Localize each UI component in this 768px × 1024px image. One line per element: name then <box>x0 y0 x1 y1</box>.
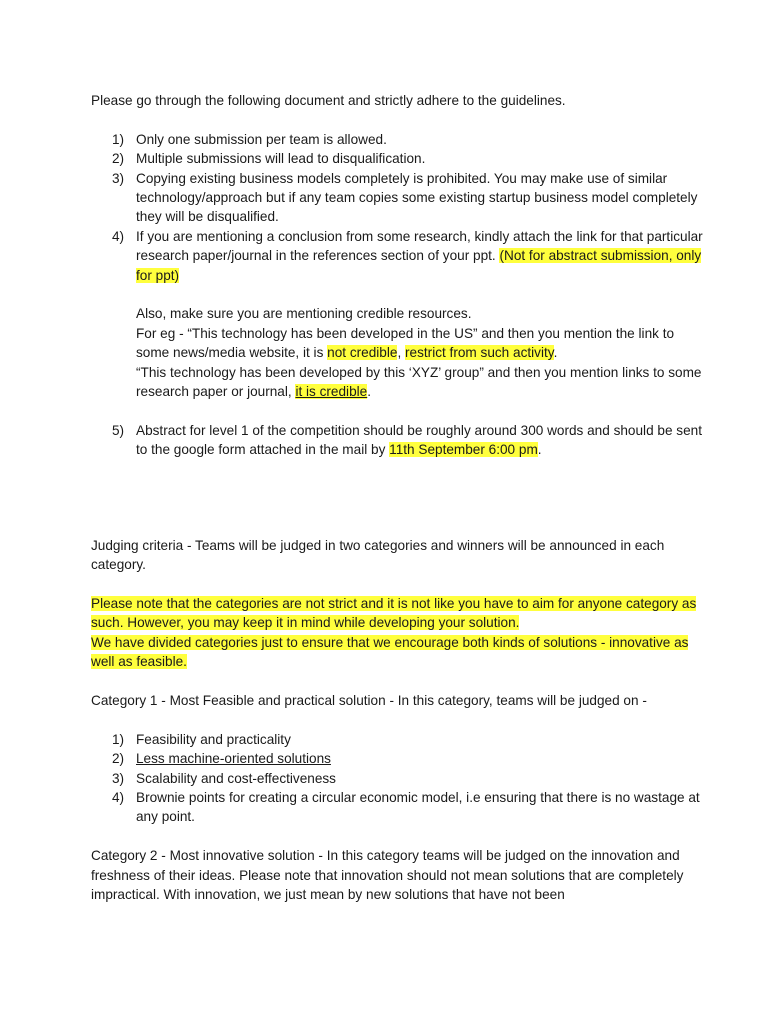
intro-paragraph: Please go through the following document and strictly adhere to the guidelines. <box>91 93 566 108</box>
note-paragraph-2 <box>91 633 708 672</box>
list-item-text: Brownie points for creating a circular economic model, i.e ensuring that there is no wastage at any point. <box>136 789 700 825</box>
guidelines-list <box>91 130 708 285</box>
credible-example-1 <box>136 324 708 363</box>
credible-intro: Also, make sure you are mentioning credible resources. <box>136 306 472 322</box>
list-item <box>91 130 708 149</box>
comma: , <box>397 345 405 361</box>
list-item <box>91 788 708 827</box>
list-item <box>91 149 708 168</box>
note-highlight-1: Please note that the categories are not strict and it is not like you have to aim for anyone category as such. However, you may keep it in mind while developing your solution. <box>91 595 697 631</box>
credible-sources-block <box>91 304 708 401</box>
list-number: 2) <box>112 751 125 767</box>
list-item <box>91 421 708 460</box>
list-number: 4) <box>112 228 125 244</box>
list-number: 1) <box>112 131 125 147</box>
not-credible-highlight: not credible <box>327 345 398 361</box>
example-text: “This technology has been developed by this ‘XYZ’ group” and then you mention links to some research paper or journal, <box>136 364 702 400</box>
category1-list <box>91 730 708 827</box>
list-number: 5) <box>112 422 125 438</box>
period: . <box>367 384 371 400</box>
list-item-text: Multiple submissions will lead to disqualification. <box>136 151 426 167</box>
category2-paragraph: Category 2 - Most innovative solution - In this category teams will be judged on the innovation and freshness of their ideas. Please note that innovation should not mean solutions that are completely impractical. With innovation, we just mean by new solutions that have not been <box>91 848 684 902</box>
list-item <box>91 227 708 285</box>
period: . <box>537 442 542 458</box>
list-item-text: Only one submission per team is allowed. <box>136 131 387 147</box>
note-paragraph <box>91 594 708 633</box>
note-highlight-2: We have divided categories just to ensure that we encourage both kinds of solutions - innovative as well as feasible. <box>91 634 689 670</box>
example-text: For eg - “This technology has been developed in the US” and then you mention the link to some news/media website, it is <box>136 325 675 361</box>
list-number: 4) <box>112 789 125 805</box>
is-credible-highlight: it is credible <box>295 384 368 400</box>
list-item-text: Less machine-oriented solutions <box>136 751 331 767</box>
deadline-highlight: 11th September 6:00 pm <box>389 442 538 458</box>
credible-example-2 <box>136 363 708 402</box>
list-item <box>91 730 708 749</box>
list-item-text: Scalability and cost-effectiveness <box>136 770 336 786</box>
list-number: 1) <box>112 731 125 747</box>
restrict-highlight: restrict from such activity <box>405 345 554 361</box>
list-item <box>91 749 708 768</box>
list-item-text: Abstract for level 1 of the competition should be roughly around 300 words and should be sent to the google form attached in the mail by <box>136 422 703 458</box>
judging-criteria: Judging criteria - Teams will be judged in two categories and winners will be announced in each category. <box>91 537 665 573</box>
abstract-list <box>91 421 708 460</box>
list-number: 3) <box>112 770 125 786</box>
category1-heading: Category 1 - Most Feasible and practical solution - In this category, teams will be judged on - <box>91 692 647 708</box>
period: . <box>553 345 558 361</box>
list-number: 2) <box>112 151 125 167</box>
list-number: 3) <box>112 170 125 186</box>
list-item <box>91 769 708 788</box>
list-item <box>91 169 708 227</box>
highlighted-note: (Not for abstract submission, only for ppt) <box>136 248 702 283</box>
list-item-text: If you are mentioning a conclusion from some research, kindly attach the link for that particular research paper/journal in the references section of your ppt. <box>136 228 703 264</box>
list-item-text: Feasibility and practicality <box>136 731 291 747</box>
list-item-text: Copying existing business models completely is prohibited. You may make use of similar technology/approach but if any team copies some existing startup business model completely they will be disqualified. <box>136 170 698 225</box>
